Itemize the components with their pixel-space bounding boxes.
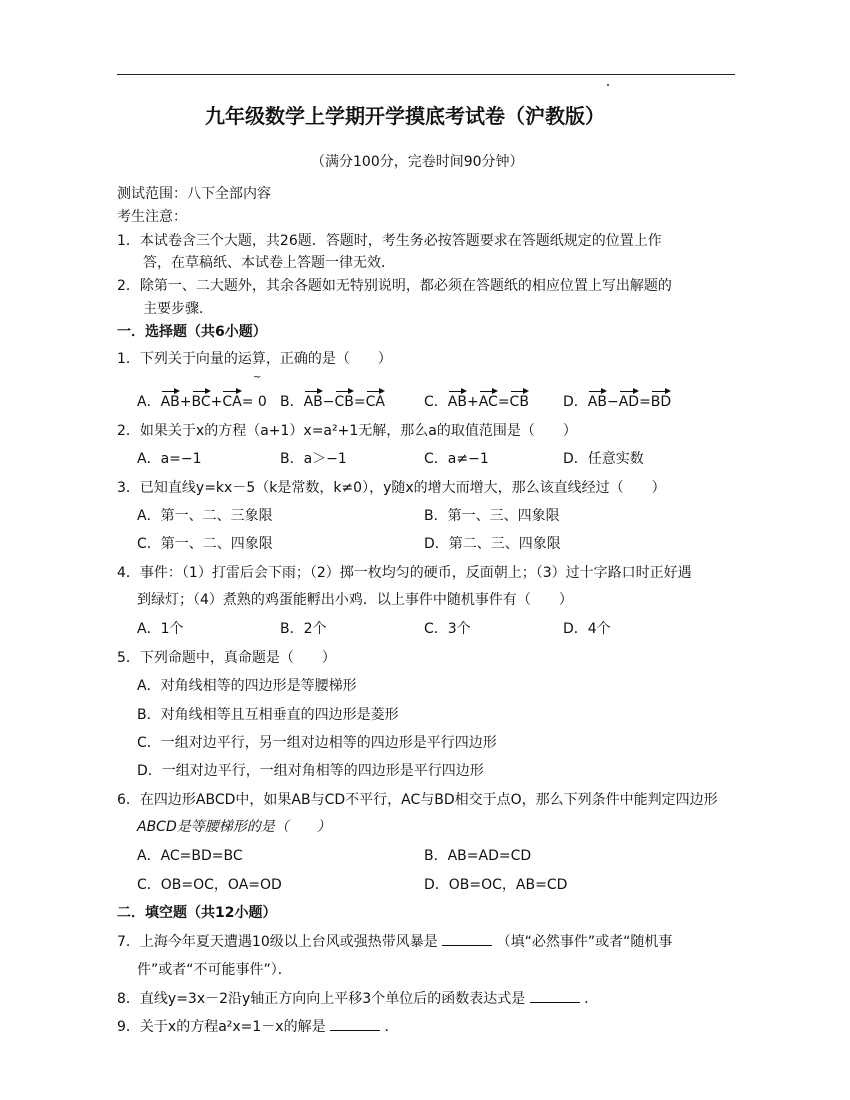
question-9: 9．关于x的方程a²x=1－x的解是 ． [117,1019,399,1035]
q4-option-d: D．4个 [563,621,611,637]
q1-option-b: B．AB−CB=CA [280,390,385,411]
question-6-line-2: ABCD是等腰梯形的是（ ） [137,819,331,835]
question-3-stem: 3．已知直线y=kx－5（k是常数，k≠0），y随x的增大而增大，那么该直线经过（ ） [117,480,666,496]
q6-option-a: A．AC=BD=BC [137,848,243,864]
q2-option-b: B．a＞−1 [280,451,347,467]
q8-answer-blank[interactable] [530,990,580,1003]
page-subtitle: （满分100分，完卷时间90分钟） [311,154,524,170]
q2-option-a: A．a=−1 [137,451,202,467]
question-8: 8．直线y=3x－2沿y轴正方向向上平移3个单位后的函数表达式是 ． [117,991,599,1007]
q3-option-c: C．第一、二、四象限 [137,536,273,552]
question-4-line-1: 4．事件：（1）打雷后会下雨；（2）掷一枚均匀的硬币，反面朝上；（3）过十字路口时正好遇 [117,565,692,581]
q6-option-c: C．OB=OC，OA=OD [137,877,282,893]
q1-option-a: A．AB+BC+CA= 0 [137,390,267,411]
question-4-line-2: 到绿灯；（4）煮熟的鸡蛋能孵出小鸡．以上事件中随机事件有（ ） [137,592,573,608]
question-7-line-1: 7．上海今年夏天遭遇10级以上台风或强热带风暴是 （填“必然事件”或者“随机事 [117,934,673,950]
q1-option-c: C．AB+AC=CB [424,390,529,411]
notes-heading: 考生注意： [117,209,187,225]
q1-option-d: D．AB−AD=BD [563,390,671,411]
question-7-line-2: 件”或者“不可能事件”）． [137,962,292,978]
q5-option-d: D．一组对边平行，一组对角相等的四边形是平行四边形 [137,763,484,779]
q2-option-c: C．a≠−1 [424,451,489,467]
q5-option-c: C．一组对边平行，另一组对边相等的四边形是平行四边形 [137,735,497,751]
section-heading-choice: 一．选择题（共6小题） [117,324,267,340]
header-rule [117,74,735,75]
q3-option-b: B．第一、三、四象限 [424,508,560,524]
q1-tilde-mark: ~ [253,372,262,383]
question-6-line-1: 6．在四边形ABCD中，如果AB与CD不平行，AC与BD相交于点O，那么下列条件中能判定四边形 [117,792,718,808]
question-1-stem: 1．下列关于向量的运算，正确的是（ ） [117,351,392,367]
q3-option-d: D．第二、三、四象限 [424,536,561,552]
q6-option-b: B．AB=AD=CD [424,848,532,864]
q4-option-b: B．2个 [280,621,327,637]
note-2-line-1: 2．除第一、二大题外，其余各题如无特别说明，都必须在答题纸的相应位置上写出解题的 [117,278,672,294]
q2-option-d: D．任意实数 [563,451,644,467]
q7-answer-blank[interactable] [442,933,492,946]
q3-option-a: A．第一、二、三象限 [137,508,273,524]
q6-option-d: D．OB=OC，AB=CD [424,877,568,893]
test-scope: 测试范围：八下全部内容 [117,186,271,202]
question-2-stem: 2．如果关于x的方程（a+1）x=a²+1无解，那么a的取值范围是（ ） [117,423,577,439]
section-heading-fill: 二．填空题（共12小题） [117,905,277,921]
q4-option-a: A．1个 [137,621,184,637]
page-title: 九年级数学上学期开学摸底考试卷（沪教版） [205,104,605,128]
q9-answer-blank[interactable] [330,1018,380,1031]
note-2-line-2: 主要步骤． [143,301,213,317]
q5-option-b: B．对角线相等且互相垂直的四边形是菱形 [137,707,399,723]
header-dot [607,84,609,86]
note-1-line-1: 1．本试卷含三个大题，共26题．答题时，考生务必按答题要求在答题纸规定的位置上作 [117,233,662,249]
note-1-line-2: 答，在草稿纸、本试卷上答题一律无效． [143,255,395,271]
q5-option-a: A．对角线相等的四边形是等腰梯形 [137,678,357,694]
question-5-stem: 5．下列命题中，真命题是（ ） [117,650,336,666]
q4-option-c: C．3个 [424,621,471,637]
